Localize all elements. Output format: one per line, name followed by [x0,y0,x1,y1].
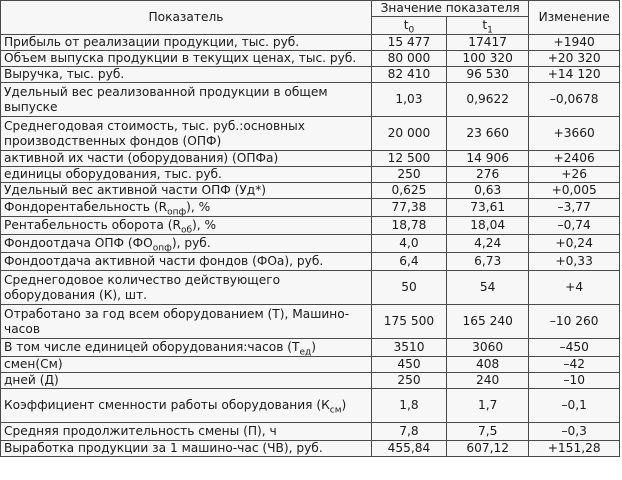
table-row [1,389,620,423]
change-value: +1940 [529,35,620,51]
indicator-label: Среднегодовая стоимость, тыс. руб.:основных производственных фондов (ОПФ) [1,117,372,151]
indicator-label: Средняя продолжительность смены (П), ч [1,423,372,441]
table-row [1,253,620,271]
indicator-label: Выработка продукции за 1 машино-час (ЧВ), руб. [1,441,372,457]
table-row [1,183,620,199]
table-row [1,305,620,339]
t1-value: 0,9622 [446,83,528,117]
change-value: –0,74 [529,217,620,235]
t1-value: 240 [446,373,528,389]
t0-value: 7,8 [371,423,446,441]
t0-value: 450 [371,357,446,373]
indicator-label: Объем выпуска продукции в текущих ценах, тыс. руб. [1,51,372,67]
t1-value: 7,5 [446,423,528,441]
t0-value: 0,625 [371,183,446,199]
t1-value: 23 660 [446,117,528,151]
indicator-label: активной их части (оборудования) (ОПФа) [1,151,372,167]
change-value: +4 [529,271,620,305]
t1-value: 1,7 [446,389,528,423]
t1-value: 408 [446,357,528,373]
change-header: Изменение [529,1,620,35]
indicator-label: Выручка, тыс. руб. [1,67,372,83]
indicator-label: дней (Д) [1,373,372,389]
t1-value: 14 906 [446,151,528,167]
change-value: –0,3 [529,423,620,441]
change-value: –42 [529,357,620,373]
table-row [1,441,620,457]
t0-value: 4,0 [371,235,446,253]
table-row [1,83,620,117]
t0-value: 20 000 [371,117,446,151]
t1-value: 18,04 [446,217,528,235]
table-row [1,423,620,441]
change-value: –10 260 [529,305,620,339]
t0-value: 3510 [371,339,446,357]
indicator-label: Коэффициент сменности работы оборудования $(К_{см})$ [1,389,372,423]
table-row [1,339,620,357]
change-value: +0,33 [529,253,620,271]
change-value: +2406 [529,151,620,167]
table-row [1,35,620,51]
change-value: –0,0678 [529,83,620,117]
t1-value: 54 [446,271,528,305]
t1-value: 73,61 [446,199,528,217]
t1-value: 0,63 [446,183,528,199]
t1-value: 96 530 [446,67,528,83]
t1-value: 3060 [446,339,528,357]
change-value: –0,1 [529,389,620,423]
change-value: +26 [529,167,620,183]
t0-value: 175 500 [371,305,446,339]
t0-value: 82 410 [371,67,446,83]
t0-value: 15 477 [371,35,446,51]
indicator-label: единицы оборудования, тыс. руб. [1,167,372,183]
t1-value: 6,73 [446,253,528,271]
change-value: +0,24 [529,235,620,253]
indicator-label: Прибыль от реализации продукции, тыс. руб. [1,35,372,51]
t0-value: 1,03 [371,83,446,117]
change-value: –450 [529,339,620,357]
t0-value: 12 500 [371,151,446,167]
table-row [1,217,620,235]
t1-header: $t_1$ [446,17,528,35]
indicator-label: Отработано за год всем оборудованием (Т), Машино-часов [1,305,372,339]
table-row [1,117,620,151]
table-row [1,151,620,167]
t1-value: 165 240 [446,305,528,339]
change-value: +3660 [529,117,620,151]
change-value: +151,28 [529,441,620,457]
t0-value: 250 [371,373,446,389]
indicator-label: Фондоотдача активной части фондов (ФОа), руб. [1,253,372,271]
t0-value: 80 000 [371,51,446,67]
t0-value: 77,38 [371,199,446,217]
indicator-label: Фондоотдача ОПФ $(ФО_{опф})$, руб. [1,235,372,253]
t1-value: 4,24 [446,235,528,253]
t1-value: 276 [446,167,528,183]
table-row [1,51,620,67]
change-value: +0,005 [529,183,620,199]
indicator-label: смен(См) [1,357,372,373]
table-row [1,167,620,183]
indicator-label: Фондорентабельность $(R_{опф})$, % [1,199,372,217]
table-row [1,235,620,253]
values-header: Значение показателя [371,1,528,17]
t1-value: 100 320 [446,51,528,67]
t0-value: 455,84 [371,441,446,457]
t0-value: 250 [371,167,446,183]
indicator-label: Удельный вес реализованной продукции в общем выпуске [1,83,372,117]
indicator-label: Удельный вес активной части ОПФ (Уд*) [1,183,372,199]
indicator-label: Среднегодовое количество действующего оборудования (К), шт. [1,271,372,305]
t0-value: 50 [371,271,446,305]
indicator-label: В том числе единицей оборудования:часов $(Т_{ед})$ [1,339,372,357]
change-value: –3,77 [529,199,620,217]
t0-value: 18,78 [371,217,446,235]
table-row [1,271,620,305]
change-value: +20 320 [529,51,620,67]
t0-header: $t_0$ [371,17,446,35]
change-value: –10 [529,373,620,389]
t0-value: 1,8 [371,389,446,423]
t1-value: 607,12 [446,441,528,457]
table-row [1,373,620,389]
t1-value: 17417 [446,35,528,51]
indicator-label: Рентабельность оборота $(R_{об})$, % [1,217,372,235]
change-value: +14 120 [529,67,620,83]
table-row [1,67,620,83]
table-row [1,357,620,373]
table-row [1,199,620,217]
indicator-header: Показатель [1,1,372,35]
t0-value: 6,4 [371,253,446,271]
